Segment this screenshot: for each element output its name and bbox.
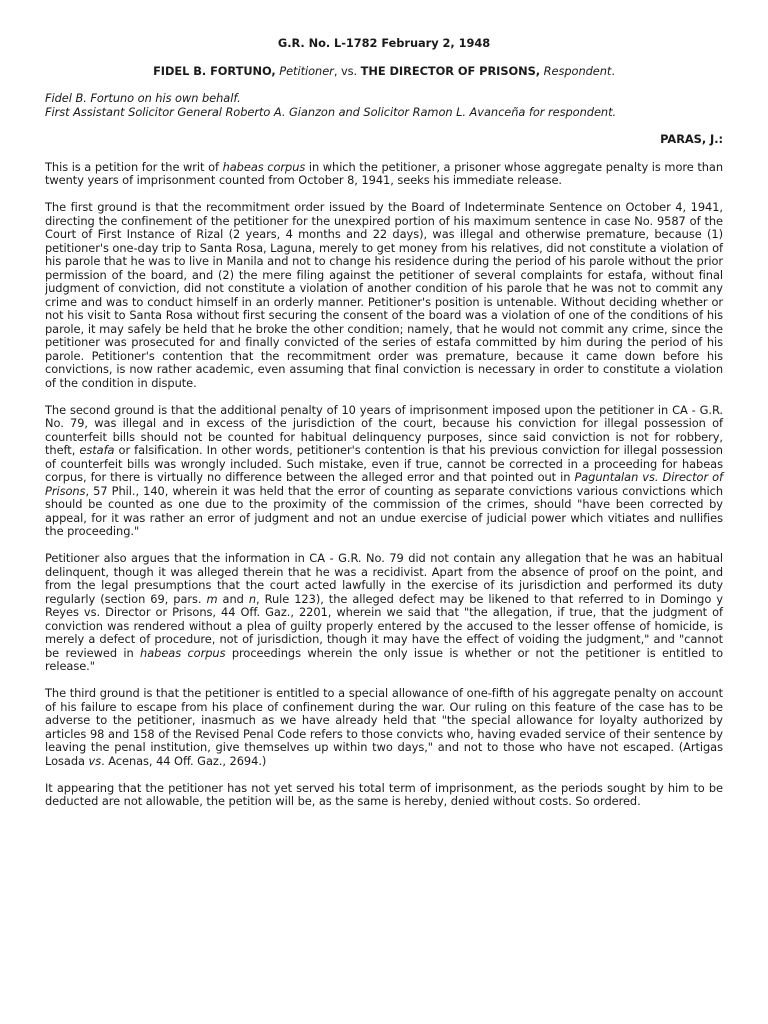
paragraph-5-text-c: . Acenas, 44 Off. Gaz., 2694.) xyxy=(101,753,267,768)
paragraph-2 xyxy=(45,201,723,390)
paragraph-6 xyxy=(45,782,723,809)
counsel-respondent: First Assistant Solicitor General Roberto A. Gianzon and Solicitor Ramon L. Avanceña for respondent. xyxy=(45,104,617,119)
paragraph-4-italic-f: habeas corpus xyxy=(140,645,226,660)
respondent-name: THE DIRECTOR OF PRISONS, xyxy=(360,63,541,78)
paragraph-1-text-c: in which the petitioner, a prisoner whose aggregate penalty is more than twenty years of imprisonment counted from October 8, 1941, seeks his immediate release. xyxy=(45,159,724,187)
paragraph-4-text-e: , Rule 123), the alleged defect may be likened to that referred to in Domingo y Reyes vs. Director or Prisons, 44 Off. Gaz., 2201, wherein we said that "the allegation, if true, that the judgment of conviction was rendered without a plea of guilty properly entered by the accused to the lesser offense of homicide, is merely a defect of procedure, not of jurisdiction, though it may have the effect of voiding the judgment," and "cannot be reviewed in xyxy=(45,591,723,660)
paragraph-3-italic-d: Paguntalan vs. Director of Prisons xyxy=(45,470,723,498)
paragraph-2-text-a: The first ground is that the recommitment order issued by the Board of Indeterminate Sentence on October 4, 1941, directing the confinement of the petitioner for the unexpired portion of his maximum sentence in case No. 9587 of the Court of First Instance of Rizal (2 years, 4 months and 22 days), was illegal and otherwise premature, because (1) petitioner's one-day trip to Santa Rosa, Laguna, merely to get money from his relatives, did not constitute a violation of his parole that he was to live in Manila and not to change his residence during the period of his parole without the prior permission of the board, and (2) the mere filing against the petitioner of several complaints for estafa, without final judgment of conviction, did not constitute a violation of another condition of his parole that he was not to commit any crime and was to conduct himself in an orderly manner. Petitioner's position is untenable. Without deciding whether or not his visit to Santa Rosa without first securing the consent of the board was a violation of one of the conditions of his parole, it may safely be held that he broke the other condition; namely, that he would not commit any crime, since the petitioner was prosecuted for and finally convicted of the series of estafa committed by him during the period of his parole. Petitioner's contention that the recommitment order was premature, because it came down before his convictions, is now rather academic, even assuming that final conviction is necessary in order to constitute a violation of the condition in dispute. xyxy=(45,200,723,390)
paragraph-4-italic-d: n xyxy=(248,591,257,606)
respondent-role: Respondent xyxy=(543,63,612,78)
paragraph-4-text-c: and xyxy=(217,591,249,606)
ponente: PARAS, J.: xyxy=(660,132,723,146)
case-title: G.R. No. L-1782 February 2, 1948 xyxy=(277,36,491,50)
paragraph-5-italic-b: vs xyxy=(88,753,102,768)
counsel-petitioner: Fidel B. Fortuno on his own behalf. xyxy=(45,91,241,105)
paragraph-3-text-e: , 57 Phil., 140, wherein it was held that the error of counting as separate convictions various convictions which should be counted as one due to the proximity of the commission of the crimes, should "have been corrected by appeal, for it was rather an error of judgment and not an undue exercise of judicial power which vitiates and nullifies the proceeding." xyxy=(45,483,723,538)
paragraph-5 xyxy=(45,687,723,768)
paragraph-4-text-g: proceedings wherein the only issue is whether or not the petitioner is entitled to release." xyxy=(45,645,723,673)
counsel-block xyxy=(45,92,723,119)
parties-end: . xyxy=(611,63,615,78)
paragraph-5-text-a: The third ground is that the petitioner is entitled to a special allowance of one-fifth of his aggregate penalty on account of his failure to escape from his place of confinement during the war. Our ruling on this feature of the case has to be adverse to the petitioner, inasmuch as we have already held that "the special allowance for loyalty authorized by articles 98 and 158 of the Revised Penal Code refers to those convicts who, having evaded service of their sentence by leaving the penal institution, give themselves up within two days," and not to those who have not escaped. (Artigas Losada xyxy=(45,686,723,768)
paragraph-1-text-a: This is a petition for the writ of xyxy=(45,159,223,174)
decision-document xyxy=(45,37,723,822)
paragraph-3-text-c: or falsification. In other words, petitioner's contention is that his previous conviction for illegal possession of counterfeit bills was wrongly included. Such mistake, even if true, cannot be corrected in a proceeding for habeas corpus, for there is virtually no difference between the alleged error and that pointed out in xyxy=(45,443,723,484)
case-parties xyxy=(45,65,723,79)
paragraph-4-text-a: Petitioner also argues that the information in CA - G.R. No. 79 did not contain any allegation that he was an habitual delinquent, though it was alleged therein that he was a recidivist. Apart from the absence of proof on the point, and from the legal presumptions that the court acted lawfully in the exercise of its jurisdiction and performed its duty regularly (section 69, pars. xyxy=(45,551,723,606)
paragraph-1 xyxy=(45,161,723,188)
petitioner-name: FIDEL B. FORTUNO, xyxy=(153,63,276,78)
paragraph-3-text-a: The second ground is that the additional penalty of 10 years of imprisonment imposed upon the petitioner in CA - G.R. No. 79, was illegal and in excess of the jurisdiction of the court, because his conviction for illegal possession of counterfeit bills should not be counted for habitual delinquency purposes, since said conviction is not for robbery, theft, xyxy=(45,402,723,457)
versus-text: , vs. xyxy=(333,63,361,78)
paragraph-4 xyxy=(45,552,723,674)
paragraph-1-italic-b: habeas corpus xyxy=(222,159,306,174)
paragraph-6-text-a: It appearing that the petitioner has not yet served his total term of imprisonment, as the periods sought by him to be deducted are not allowable, the petition will be, as the same is hereby, denied without costs. So ordered. xyxy=(45,780,723,808)
paragraph-4-italic-b: m xyxy=(206,591,218,606)
paragraph-3-italic-b: estafa xyxy=(79,443,115,457)
paragraph-3 xyxy=(45,404,723,539)
petitioner-role: Petitioner xyxy=(279,63,334,78)
